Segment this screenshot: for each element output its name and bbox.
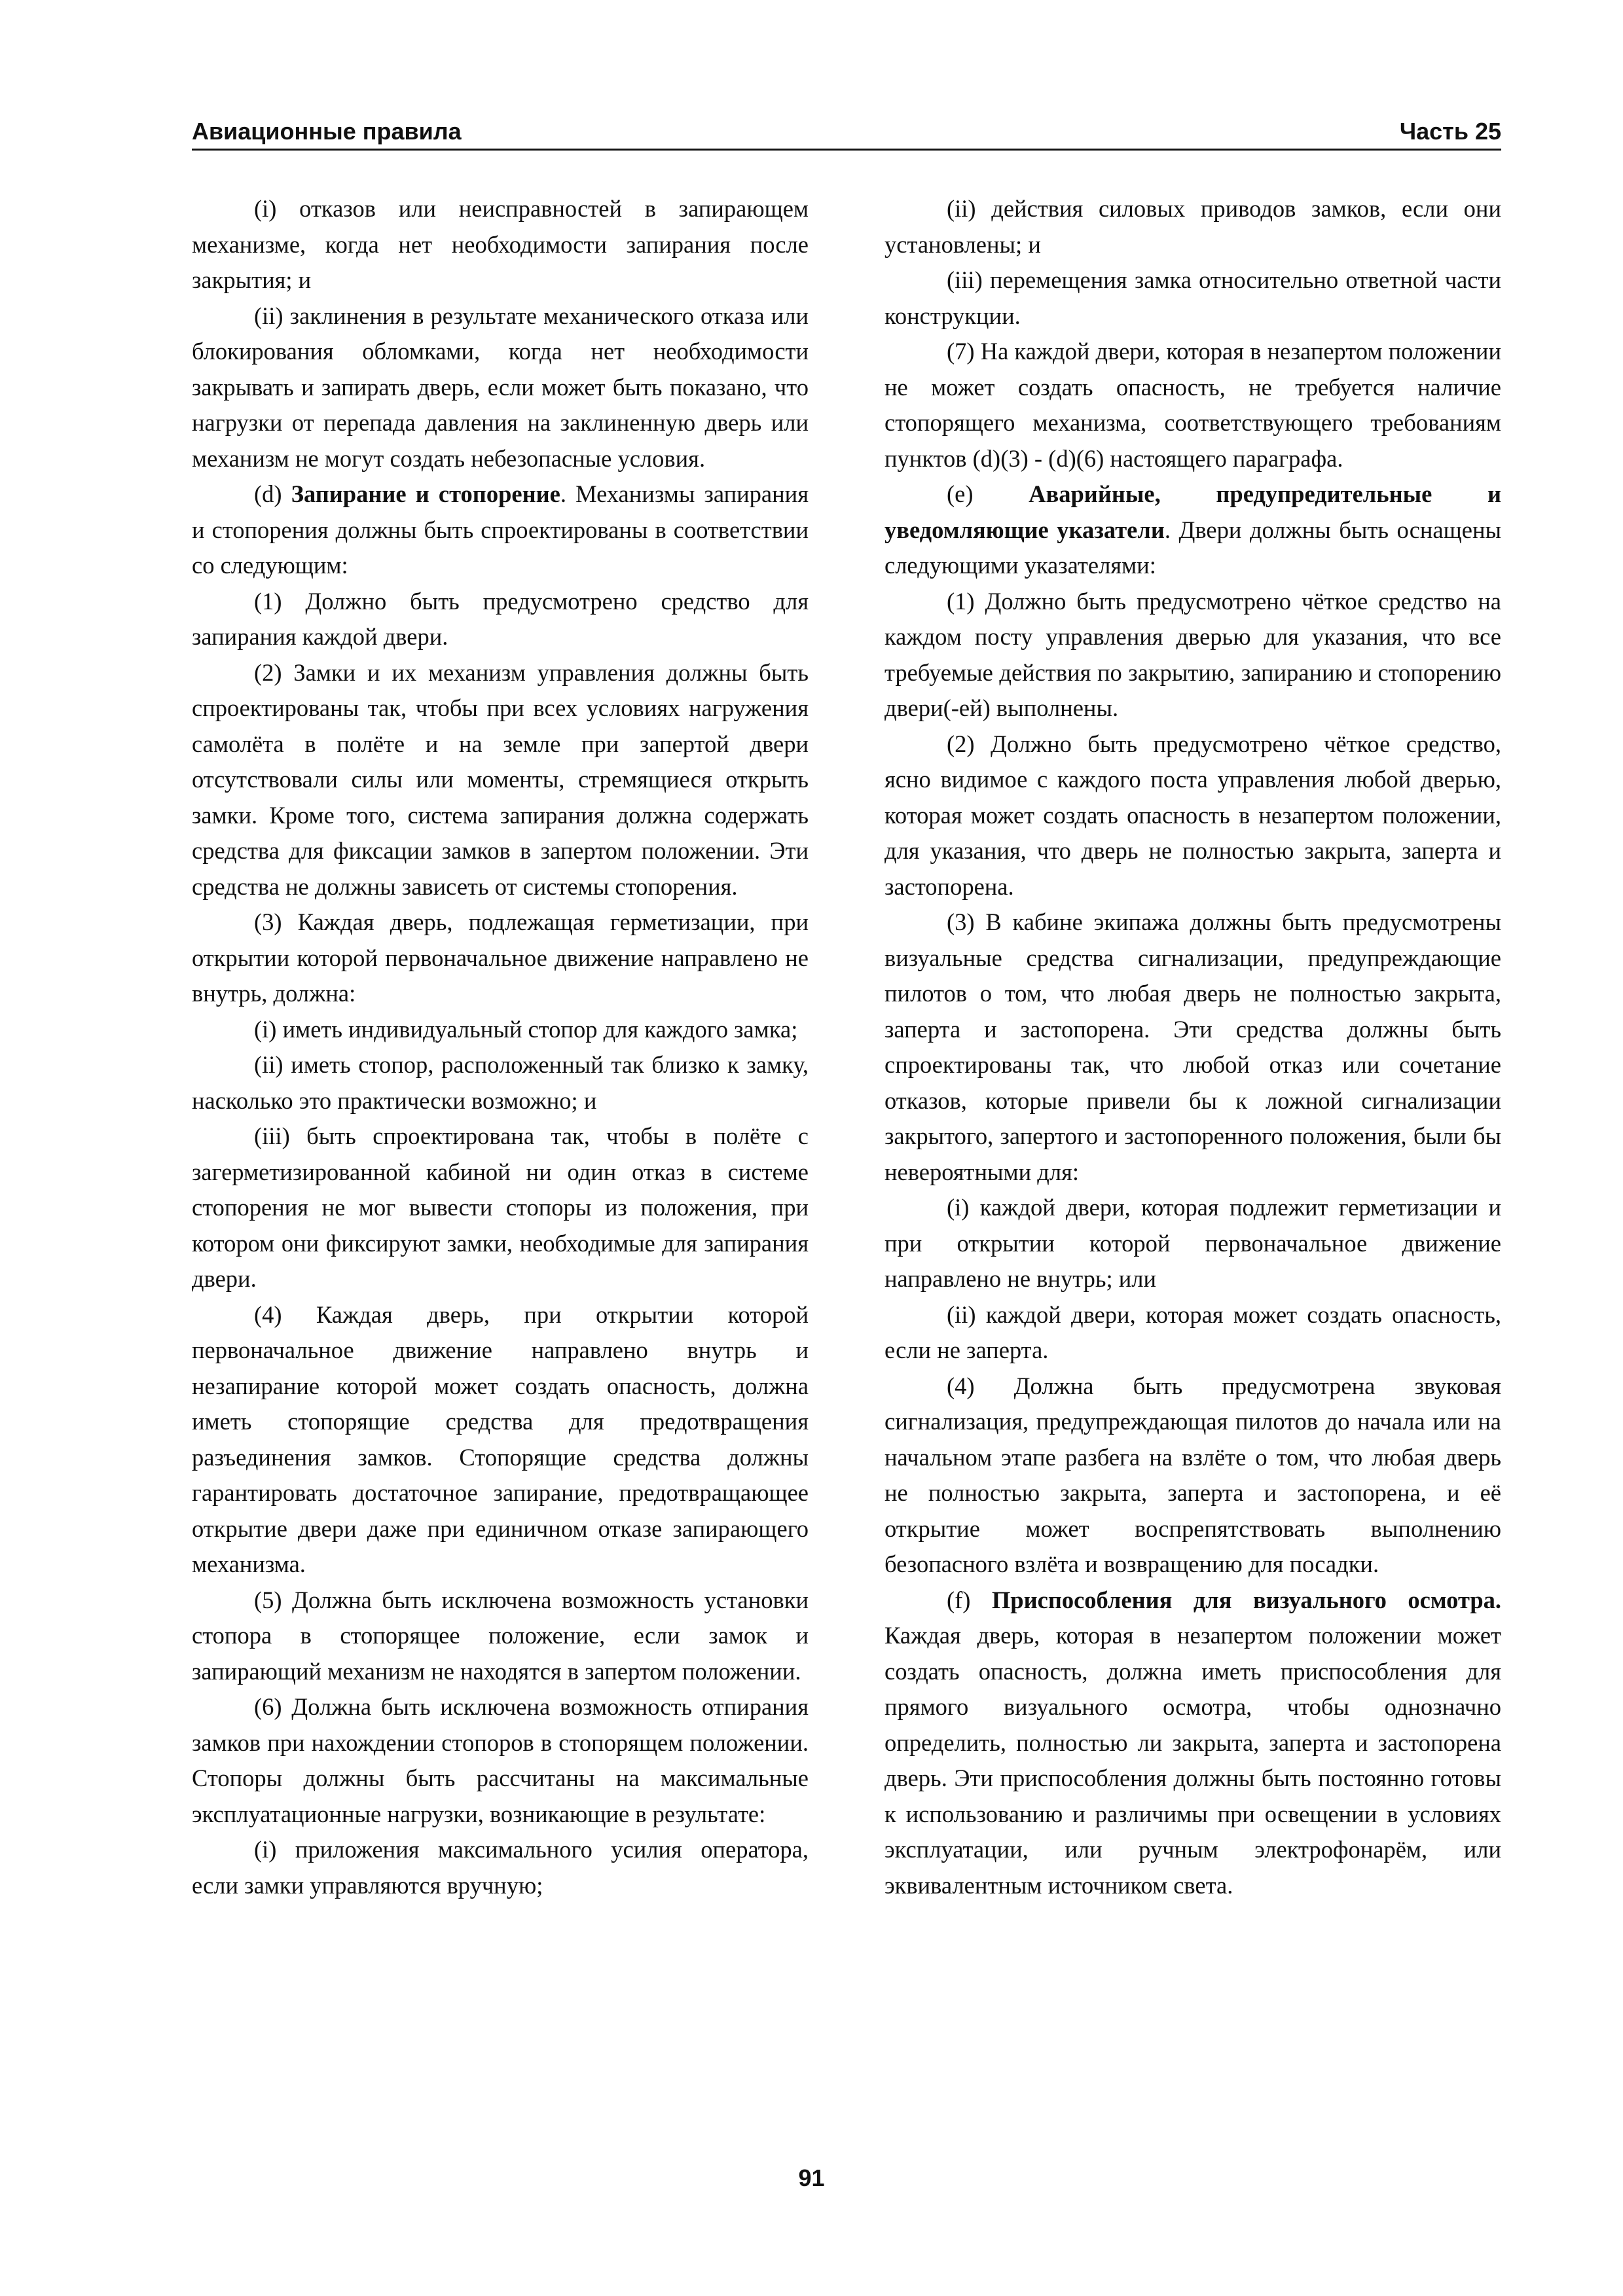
paragraph: (iii) быть спроектирована так, чтобы в полёте с загерметизированной кабиной ни один отказ в системе стопорения не мог вывести стопоры из положения, при котором они фиксируют замки, необходимые для запирания двери.: [192, 1122, 809, 1292]
paragraph: (1) Должно быть предусмотрено чёткое средство на каждом посту управления дверью для указания, что все требуемые действия по закрытию, запиранию и стопорению двери(-ей) выполнены.: [884, 587, 1501, 721]
section-heading: Аварийные, предупредительные и уведомляющие указатели: [884, 480, 1501, 543]
paragraph: (i) отказов или неисправностей в запирающем механизме, когда нет необходимости запирания после закрытия; и: [192, 195, 809, 293]
paragraph: (4) Должна быть предусмотрена звуковая сигнализация, предупреждающая пилотов до начала или на начальном этапе разбега на взлёте о том, что любая дверь не полностью закрыта, заперта и застопорена, и её открытие может воспрепятствовать выполнению безопасного взлёта и возвращению для посадки.: [884, 1372, 1501, 1577]
paragraph: (i) иметь индивидуальный стопор для каждого замка;: [254, 1015, 798, 1043]
right-column: [884, 191, 1501, 1903]
paragraph: (3) В кабине экипажа должны быть предусмотрены визуальные средства сигнализации, предупреждающие пилотов о том, что любая дверь не полностью закрыта, заперта и застопорена. Эти средства должны быть спроектированы так, что любой отказ или сочетание отказов, которые привели бы к ложной сигнализации закрытого, запертого и застопоренного положения, были бы невероятными для:: [884, 908, 1501, 1185]
page-number: 91: [798, 2164, 825, 2191]
section-heading: Приспособления для визуального осмотра.: [991, 1586, 1501, 1613]
paragraph: (5) Должна быть исключена возможность установки стопора в стопорящее положение, если замок и запирающий механизм не находятся в запертом положении.: [192, 1586, 809, 1685]
running-header: [192, 115, 1501, 148]
paragraph: (7) На каждой двери, которая в незапертом положении не может создать опасность, не требуется наличие стопорящего механизма, соответствующего требованиям пунктов (d)(3) - (d)(6) настоящего параграфа.: [884, 338, 1501, 472]
section-heading-paragraph: (d) Запирание и стопорение. Механизмы запирания и стопорения должны быть спроектированы в соответствии со следующим:: [192, 480, 809, 579]
part-label: Часть 25: [1399, 118, 1501, 145]
paragraph: (3) Каждая дверь, подлежащая герметизации, при открытии которой первоначальное движение направлено не внутрь, должна:: [192, 908, 809, 1007]
paragraph: (i) приложения максимального усилия оператора, если замки управляются вручную;: [192, 1836, 809, 1899]
paragraph: (ii) иметь стопор, расположенный так близко к замку, насколько это практически возможно; и: [192, 1051, 809, 1114]
paragraph: (2) Замки и их механизм управления должны быть спроектированы так, чтобы при всех условиях нагружения самолёта в полёте и на земле при запертой двери отсутствовали силы или моменты, стремящиеся открыть замки. Кроме того, система запирания должна содержать средства для фиксации замков в запертом положении. Эти средства не должны зависеть от системы стопорения.: [192, 658, 809, 900]
paragraph: (i) каждой двери, которая подлежит герметизации и при открытии которой первоначальное движение направлено не внутрь; или: [884, 1194, 1501, 1292]
paragraph: (ii) заклинения в результате механического отказа или блокирования обломками, когда нет необходимости закрывать и запирать дверь, если может быть показано, что нагрузки от перепада давления на заклиненную дверь или механизм не могут создать небезопасные условия.: [192, 302, 809, 472]
paragraph: (6) Должна быть исключена возможность отпирания замков при нахождении стопоров в стопорящем положении. Стопоры должны быть рассчитаны на максимальные эксплуатационные нагрузки, возникающие в результате:: [192, 1693, 809, 1827]
paragraph: (4) Каждая дверь, при открытии которой первоначальное движение направлено внутрь и незапирание которой может создать опасность, должна иметь стопорящие средства для предотвращения разъединения замков. Стопорящие средства должны гарантировать достаточное запирание, предотвращающее открытие двери даже при единичном отказе запирающего механизма.: [192, 1300, 809, 1577]
section-heading-paragraph: (e) Аварийные, предупредительные и уведомляющие указатели. Двери должны быть оснащены следующими указателями:: [884, 480, 1501, 579]
paragraph: (1) Должно быть предусмотрено средство для запирания каждой двери.: [192, 587, 809, 650]
paragraph: (ii) действия силовых приводов замков, если они установлены; и: [884, 195, 1501, 258]
section-heading-paragraph: (f) Приспособления для визуального осмотра. Каждая дверь, которая в незапертом положении может создать опасность, должна иметь приспособления для прямого визуального осмотра, чтобы однозначно определить, полностью ли закрыта, заперта и застопорена дверь. Эти приспособления должны быть постоянно готовы к использованию и различимы при освещении в условиях эксплуатации, или ручным электрофонарём, или эквивалентным источником света.: [884, 1586, 1501, 1899]
document-title: Авиационные правила: [192, 118, 462, 145]
paragraph: (iii) перемещения замка относительно ответной части конструкции.: [884, 266, 1501, 329]
header-divider: [192, 149, 1501, 151]
paragraph: (ii) каждой двери, которая может создать опасность, если не заперта.: [884, 1300, 1501, 1363]
left-column: [192, 191, 809, 1903]
section-heading: Запирание и стопорение: [291, 480, 560, 507]
paragraph: (2) Должно быть предусмотрено чёткое средство, ясно видимое с каждого поста управления любой дверью, которая может создать опасность в незапертом положении, для указания, что дверь не полностью закрыта, заперта и застопорена.: [884, 730, 1501, 900]
